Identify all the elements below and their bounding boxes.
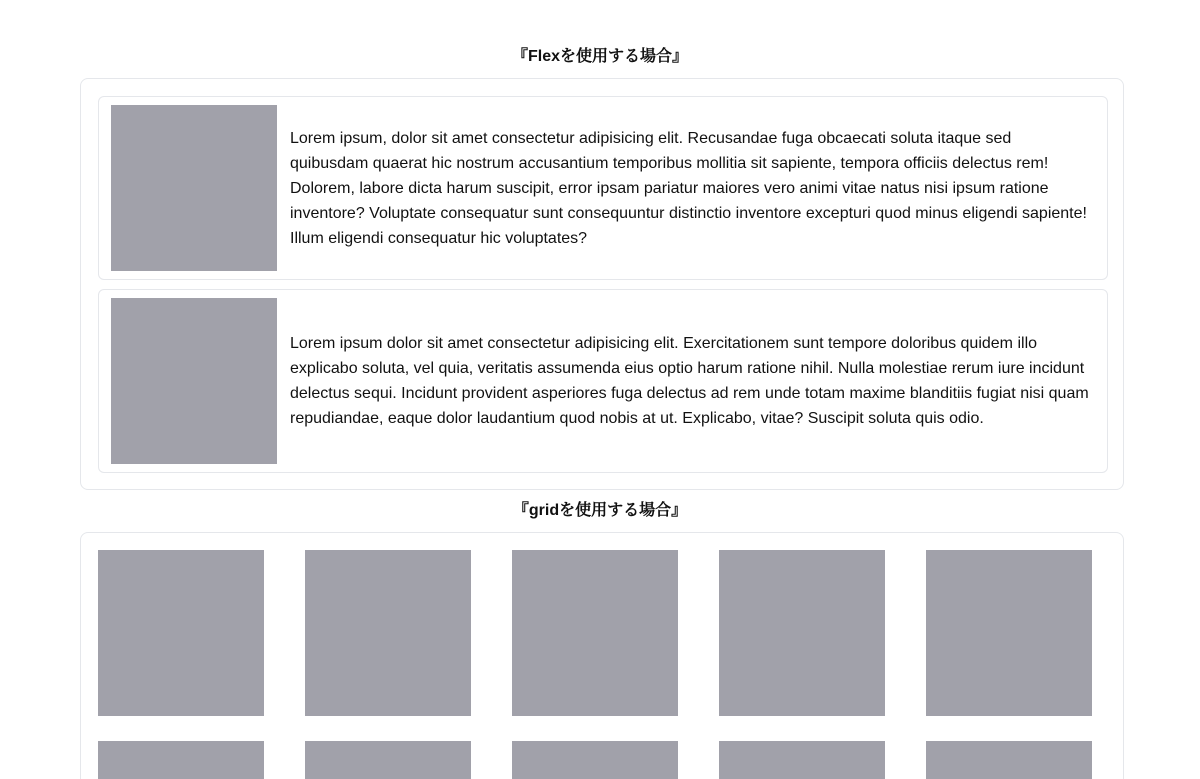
grid-image-placeholder [926,550,1092,716]
grid-image-placeholder [719,741,885,779]
grid-image-placeholder [305,741,471,779]
card-image-placeholder [111,298,277,464]
flex-section-title: 『Flexを使用する場合』 [511,48,689,65]
grid-section-title: 『gridを使用する場合』 [512,502,688,519]
grid-image-placeholder [98,741,264,779]
card-text: Lorem ipsum, dolor sit amet consectetur adipisicing elit. Recusandae fuga obcaecati soluta itaque sed quibusdam quaerat hic nostrum accusantium temporibus mollitia sit sapiente, tempora officiis delectus rem! Dolorem, labore dicta harum suscipit, error ipsam pariatur maiores vero animi vitae natus nisi ipsum ratione inventore? Voluptate consequatur sunt consequuntur distinctio inventore excepturi quod minus eligendi sapiente! Illum eligendi consequatur hic voluptates? [290,129,1087,247]
grid-image-placeholder [98,550,264,716]
card-image-placeholder [111,105,277,271]
flex-section-container [80,78,1124,490]
grid-image-placeholder [512,741,678,779]
grid-section-container [80,532,1124,779]
card-text: Lorem ipsum dolor sit amet consectetur adipisicing elit. Exercitationem sunt tempore doloribus quidem illo explicabo soluta, vel quia, veritatis assumenda eius optio harum ratione nihil. Nulla molestiae rerum iure incidunt delectus sequi. Incidunt provident asperiores fuga delectus ad rem unde totam maxime blanditiis fugiat nisi quam repudiandae, eaque dolor laudantium quod nobis at ut. Explicabo, vitae? Suscipit soluta quis odio. [290,335,1089,427]
grid-image-placeholder [305,550,471,716]
image-grid [98,550,1092,779]
flex-card [98,289,1108,473]
grid-image-placeholder [512,550,678,716]
grid-image-placeholder [719,550,885,716]
flex-card [98,96,1108,280]
grid-image-placeholder [926,741,1092,779]
